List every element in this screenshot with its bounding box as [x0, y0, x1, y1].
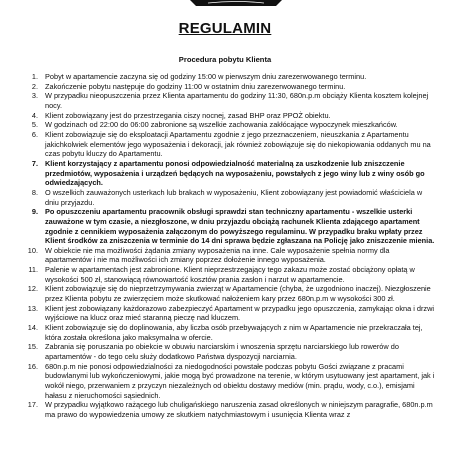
rule-item	[24, 72, 438, 82]
rule-item	[24, 304, 438, 323]
rule-text: Pobyt w apartamencie zaczyna się od godziny 15:00 w pierwszym dniu zarezerwowanego terminu.	[45, 72, 367, 81]
rule-item	[24, 342, 438, 361]
rule-text: W przypadku wyjątkowo rażącego lub chuligańskiego naruszenia zasad określonych w niniejszym paragrafie, 680n.p.m ma prawo do wypowiedzenia umowy ze skutkiem natychmiastowym i usunięcia Klienta wraz z	[45, 400, 433, 419]
rule-number: 7.	[31, 158, 38, 168]
rule-number: 13.	[27, 303, 38, 313]
rules-list	[24, 72, 438, 420]
rule-item	[24, 400, 438, 419]
rule-text: Klient zobowiązany jest do przestrzegania ciszy nocnej, zasad BHP oraz PPOŻ obiektu.	[45, 110, 331, 120]
rule-item	[24, 284, 438, 303]
rule-text: Palenie w apartamentach jest zabronione. Klient nieprzestrzegający tego zakazu może zostać obciążony opłatą w wysokości 500 zł, stanowiącą równowartość kosztów prania zasłon i narzut w apartamencie.	[45, 265, 415, 284]
logo-icon	[190, 0, 282, 8]
rule-number: 8.	[31, 187, 38, 197]
rule-number: 15.	[27, 342, 38, 352]
rule-number: 6.	[31, 129, 38, 139]
rule-item	[24, 120, 438, 130]
rule-number: 17.	[27, 400, 38, 410]
rule-text: W przypadku nieopuszczenia przez Klienta apartamentu do godziny 11:30, 680n.p.m obciąży Klienta kosztem kolejnej nocy.	[45, 91, 429, 110]
rule-text: Zabrania się poruszania po obiekcie w obuwiu narciarskim i wnoszenia sprzętu narciarskiego lub rowerów do apartamentów - do tego celu służy dodatkowo Państwa dyspozycji narciarnia.	[45, 342, 399, 362]
rule-text: Klient jest zobowiązany każdorazowo zabezpieczyć Apartament w przypadku jego opuszczenia, zamykając okna i drzwi wyjściowe na klucz oraz mieć staranną pieczę nad kluczem.	[45, 303, 435, 323]
rule-item	[24, 188, 438, 207]
rule-item	[24, 207, 438, 246]
rule-text: Zakończenie pobytu następuje do godziny 11:00 w ostatnim dniu zarezerwowanego terminu.	[45, 81, 346, 91]
rule-number: 4.	[31, 110, 38, 120]
rule-text: W godzinach od 22:00 do 06:00 zabronione są wszelkie zachowania zakłócające wypoczynek mieszkańców.	[45, 120, 398, 130]
rule-text: Klient korzystający z apartamentu ponosi odpowiedzialność materialną za uszkodzenie lub zniszczenie przedmiotów, wyposażenia i urządzeń będących na wyposażeniu, powstałych z jego winy lub z winy osób go odwiedzających.	[45, 158, 425, 188]
rule-item	[24, 246, 438, 265]
rule-text: Klient zobowiązuje się do eksploatacji Apartamentu zgodnie z jego przeznaczeniem, nieuszkania z Apartamentu jakichkolwiek elementów jego wyposażenia i dekoracji, jak również zobowiązuje się do niekopiowania oddanych mu na czas pobytu kluczy do Apartamentu.	[45, 129, 431, 159]
rule-text: 680n.p.m nie ponosi odpowiedzialności za niedogodności powstałe podczas pobytu Gości związane z pracami budowlanymi lub wykończeniowymi, jakie mogą być prowadzone na terenie, w którym usytuowany jest apartament, jak i wokół niego, przerwaniem z przyczyn niezależnych od obiektu dostawy mediów (min. prądu, wody, c.o.), emisjami hałasu z nieruchomości sąsiednich.	[45, 361, 435, 400]
rule-item	[24, 111, 438, 121]
rule-number: 11.	[28, 265, 38, 275]
rule-number: 1.	[31, 72, 38, 81]
rule-text: Klient zobowiązuje się do doplinowania, aby liczba osób przebywających z nim w Apartamencie nie przekraczała tej, która została określona jako maksymalna w ofercie.	[45, 323, 423, 342]
rule-number: 12.	[27, 284, 38, 294]
rule-text: Po opuszczeniu apartamentu pracownik obsługi sprawdzi stan techniczny apartamentu - wszelkie usterki zauważone w tym czasie, a niezgłoszone, w dniu przyjazdu obciążą rachunek Klienta zdającego apartament zgodnie z cennikiem wyposażenia załączonym do powyższego regulaminu. W przypadku braku wpłaty przez Klient środków za zniszczenia w terminie do 14 dni sprawa będzie zgłaszana na Policję jako zniszczenie mienia.	[45, 207, 435, 246]
rule-item	[24, 265, 438, 284]
rule-item	[24, 130, 438, 159]
rule-item	[24, 91, 438, 110]
rule-number: 16.	[27, 361, 38, 371]
rule-number: 10.	[27, 245, 38, 255]
rule-text: W obiekcie nie ma możliwości żądania zmiany wyposażenia na inne. Cale wyposażenie spełnia normy dla apartamentów i nie ma możliwości ich zmiany poprzez dołożenie innego wyposażenia.	[45, 245, 390, 265]
rule-number: 3.	[31, 91, 38, 101]
rule-item	[24, 159, 438, 188]
rule-text: Klient zobowiązuje się do nieprzetrzymywania zwierząt w Apartamencie (chyba, że uzgodniono inaczej). Niezgłoszenie przez Klienta pobytu ze zwierzęciem może skutkować nałożeniem kary przez 680n.p.m w wysokości 300 zł.	[45, 284, 431, 304]
rule-number: 9.	[31, 207, 38, 217]
rule-number: 14.	[27, 323, 38, 333]
rule-item	[24, 82, 438, 92]
page-subtitle: Procedura pobytu Klienta	[178, 55, 272, 64]
rule-text: O wszelkich zauważonych usterkach lub brakach w wyposażeniu, Klient zobowiązany jest powiadomić właściciela w dniu przyjazdu.	[45, 187, 423, 207]
rule-number: 2.	[31, 81, 38, 91]
page-title: REGULAMIN	[178, 20, 272, 37]
rule-item	[24, 323, 438, 342]
rule-number: 5.	[31, 120, 38, 130]
rule-item	[24, 362, 438, 401]
